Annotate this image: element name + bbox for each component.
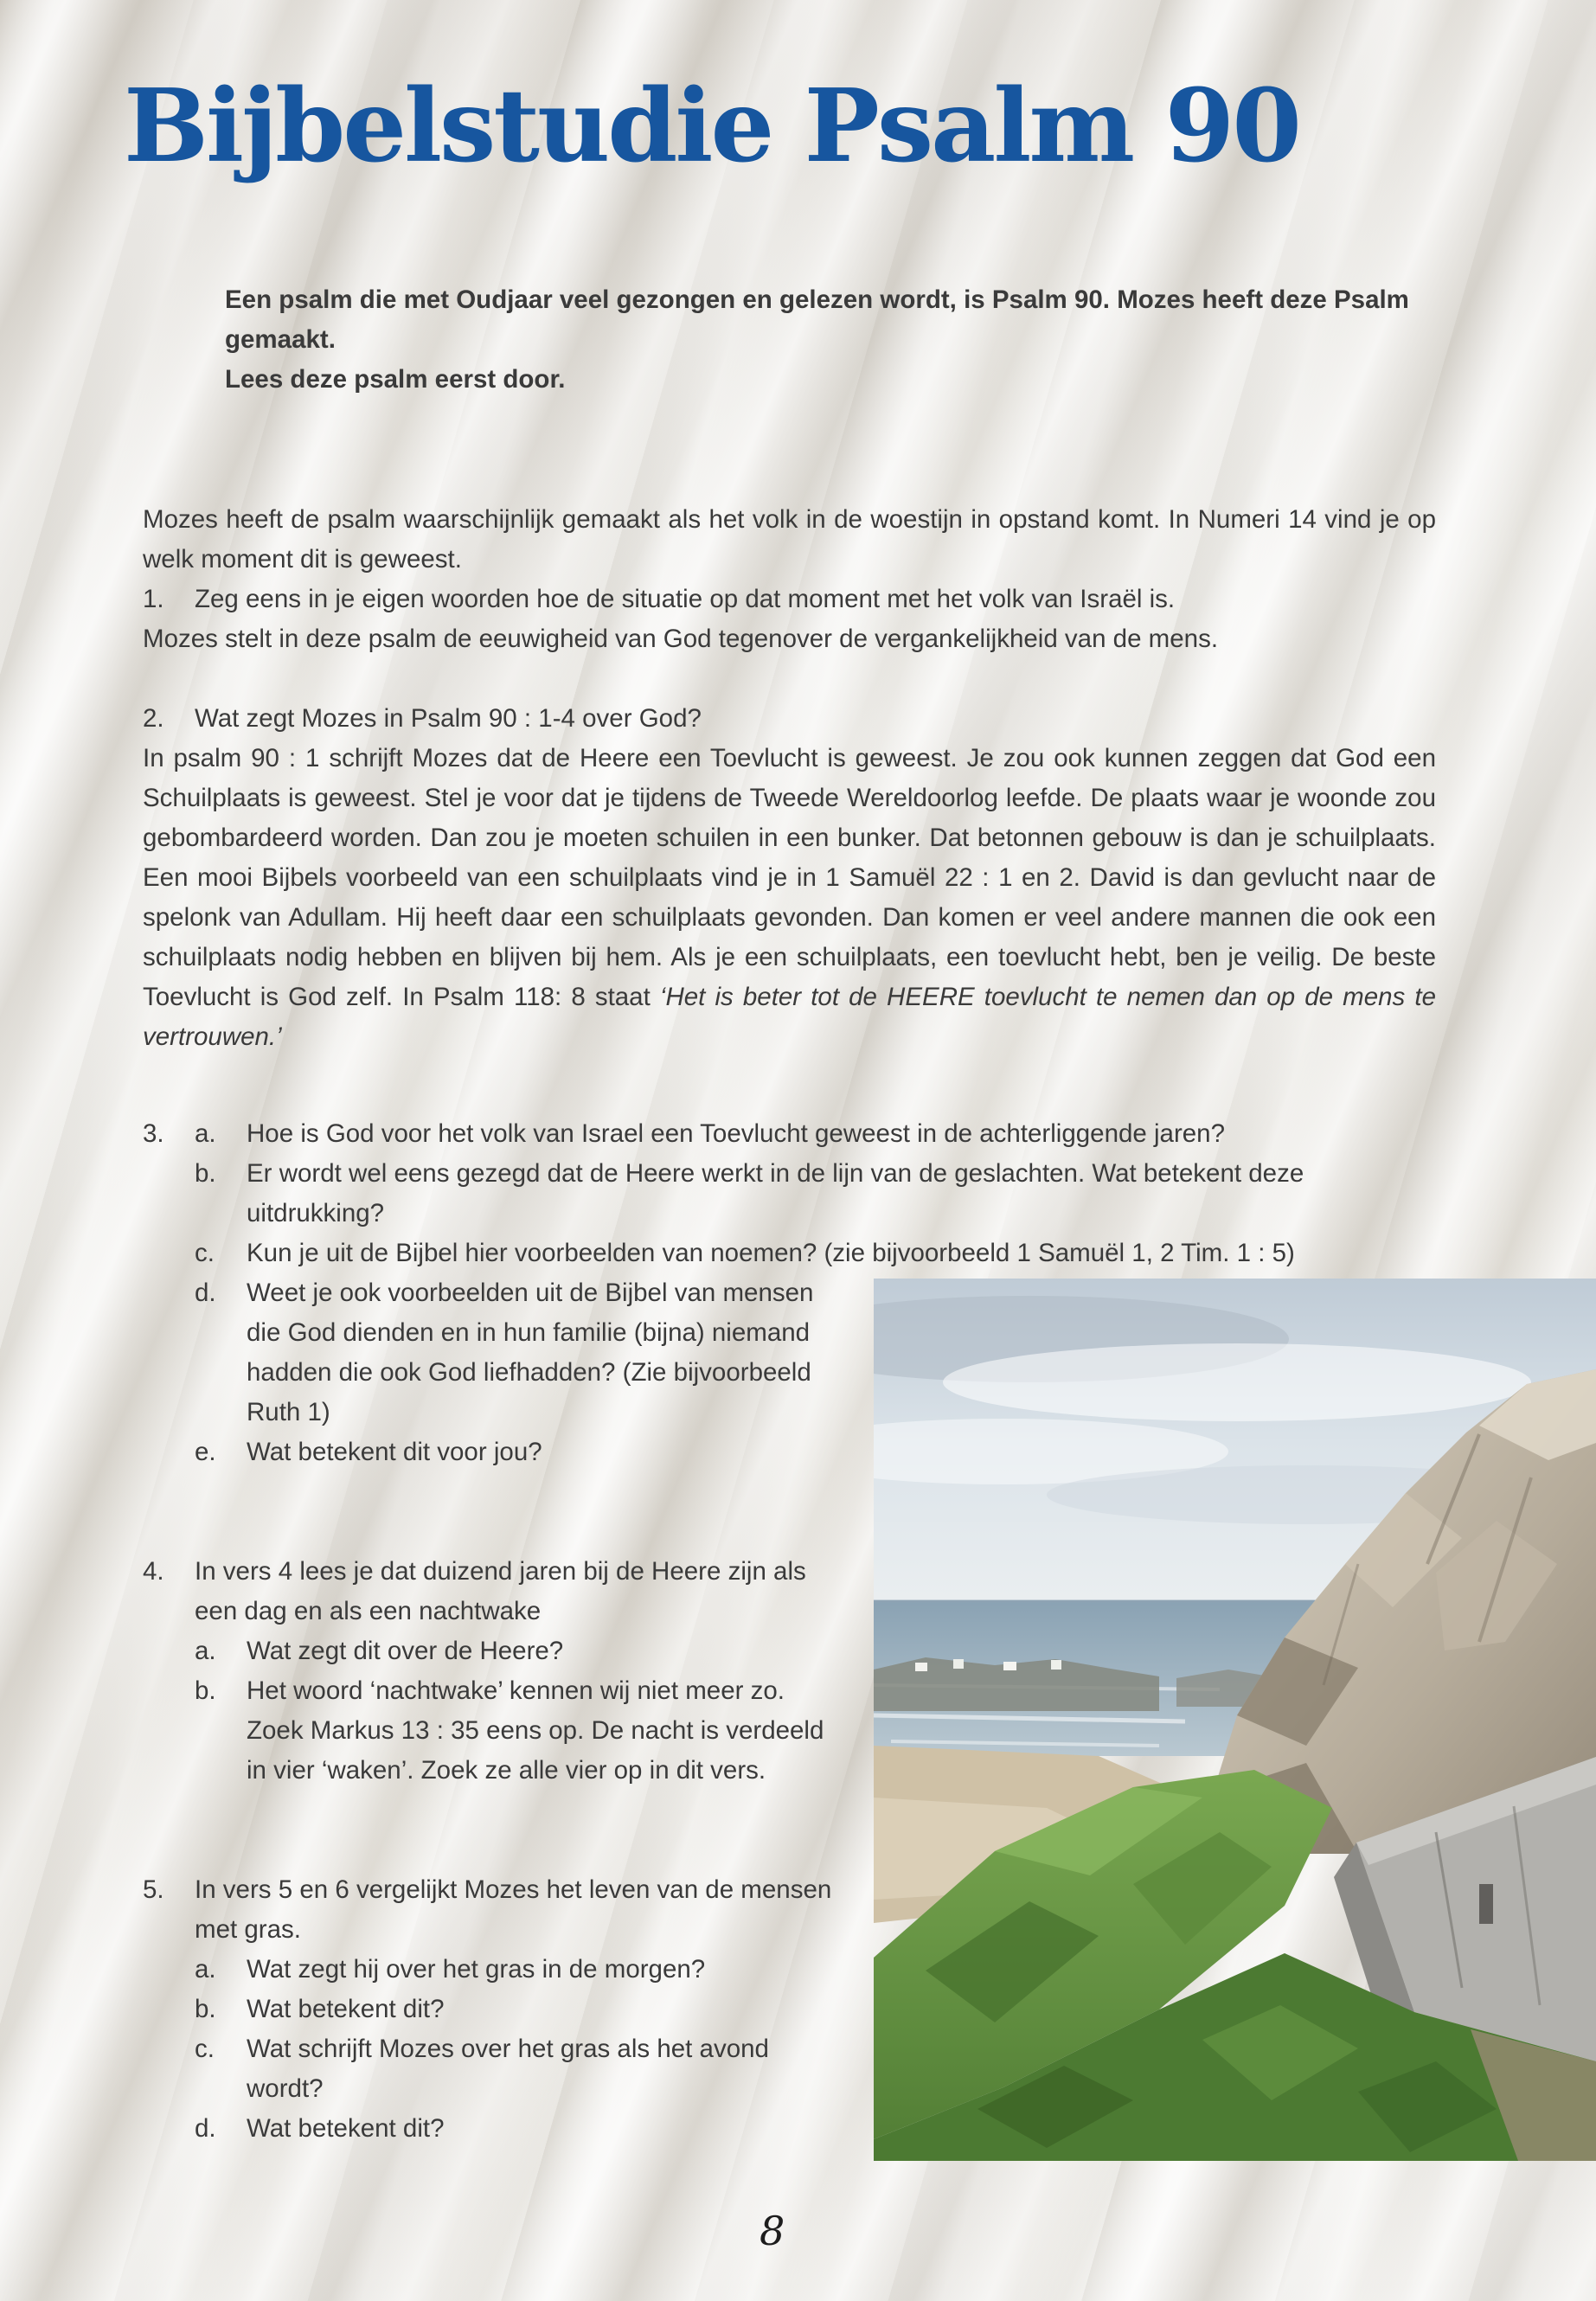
- intro-block: [225, 280, 1436, 400]
- page-number: 8: [760, 2208, 785, 2254]
- question-2-text: Wat zegt Mozes in Psalm 90 : 1-4 over God?: [195, 703, 702, 733]
- question-5-number: 5.: [143, 1875, 164, 1904]
- item-letter: b.: [195, 1676, 216, 1705]
- coastal-bunker-photo: [874, 1279, 1596, 2161]
- item-text: Wat zegt dit over de Heere?: [247, 1636, 564, 1665]
- question-3-item-b: [143, 1154, 1436, 1234]
- item-letter: b.: [195, 1994, 216, 2023]
- page-title: Bijbelstudie Psalm 90: [124, 67, 1299, 185]
- item-text: Wat schrijft Mozes over het gras als het avond wordt?: [247, 2034, 769, 2103]
- answer-2-text: In psalm 90 : 1 schrijft Mozes dat de Heere een Toevlucht is geweest. Je zou ook kunnen zeggen dat God een Schuilplaats is geweest. Stel je voor dat je tijdens de Tweede Wereldoorlog leefde. De plaats waar je woonde zou gebombardeerd worden. Dan zou je moeten schuilen in een bunker. Dat betonnen gebouw is dan je schuilplaats. Een mooi Bijbels voorbeeld van een schuilplaats vind je in 1 Samuël 22 : 1 en 2. David is dan gevlucht naar de spelonk van Adullam. Hij heeft daar een schuilplaats gevonden. Dan komen er veel andere mannen die ook een schuilplaats nodig hebben en blijven bij hem. Als je een schuilplaats, een toevlucht hebt, ben je veilig. De beste Toevlucht is God zelf. In Psalm 118: 8 staat: [143, 743, 1436, 1011]
- item-text: Wat betekent dit?: [247, 2113, 445, 2143]
- intro-note: Lees deze psalm eerst door.: [225, 364, 566, 394]
- item-text: Wat betekent dit voor jou?: [247, 1437, 542, 1466]
- question-3-number: 3.: [143, 1118, 164, 1148]
- item-letter: c.: [195, 2034, 215, 2063]
- item-text: Er wordt wel eens gezegd dat de Heere werkt in de lijn van de geslachten. Wat betekent deze uitdrukking?: [247, 1158, 1304, 1227]
- question-4-lead-text: In vers 4 lees je dat duizend jaren bij de Heere zijn als een dag en als een nachtwake: [195, 1556, 806, 1625]
- item-letter: c.: [195, 1238, 215, 1267]
- item-text: Wat zegt hij over het gras in de morgen?: [247, 1954, 706, 1984]
- question-4-number: 4.: [143, 1556, 164, 1586]
- answer-2-quote: ‘Het is beter tot de HEERE toevlucht te nemen dan op de mens te vertrouwen.’: [143, 982, 1436, 1051]
- paragraph-numeri: Mozes heeft de psalm waarschijnlijk gemaakt als het volk in de woestijn in opstand komt. In Numeri 14 vind je op welk moment dit is geweest.: [143, 504, 1436, 574]
- item-letter: a.: [195, 1954, 216, 1984]
- question-2-number: 2.: [143, 703, 164, 733]
- question-1-text: Zeg eens in je eigen woorden hoe de situatie op dat moment met het volk van Israël is.: [195, 584, 1176, 613]
- coastal-bunker-photo-graphic: [874, 1279, 1596, 2161]
- item-text: Kun je uit de Bijbel hier voorbeelden van noemen? (zie bijvoorbeeld 1 Samuël 1, 2 Tim. 1 : 5): [247, 1238, 1295, 1267]
- item-letter: d.: [195, 2113, 216, 2143]
- intro-paragraph: Een psalm die met Oudjaar veel gezongen en gelezen wordt, is Psalm 90. Mozes heeft deze Psalm gemaakt.: [225, 285, 1409, 354]
- question-1: [143, 580, 1436, 619]
- question-1-number: 1.: [143, 584, 164, 613]
- body-text: [143, 500, 1596, 2149]
- answer-2: [143, 739, 1436, 1057]
- question-3: [143, 1114, 1596, 1472]
- item-letter: e.: [195, 1437, 216, 1466]
- paragraph-eeuwigheid: Mozes stelt in deze psalm de eeuwigheid van God tegenover de vergankelijkheid van de mens.: [143, 624, 1219, 653]
- item-text: Weet je ook voorbeelden uit de Bijbel van mensen die God dienden en in hun familie (bijna) niemand hadden die ook God liefhadden? (Zie bijvoorbeeld Ruth 1): [247, 1278, 814, 1426]
- item-letter: d.: [195, 1278, 216, 1307]
- item-letter: a.: [195, 1636, 216, 1665]
- item-text: Hoe is God voor het volk van Israel een Toevlucht geweest in de achterliggende jaren?: [247, 1118, 1225, 1148]
- item-letter: a.: [195, 1118, 216, 1148]
- item-text: Wat betekent dit?: [247, 1994, 445, 2023]
- question-3-item-a: [143, 1114, 1436, 1154]
- question-3-item-c: [143, 1234, 1436, 1273]
- question-2: [143, 699, 1436, 739]
- page-content: [124, 0, 1596, 2161]
- item-letter: b.: [195, 1158, 216, 1188]
- question-5-lead-text: In vers 5 en 6 vergelijkt Mozes het leven van de mensen met gras.: [195, 1875, 832, 1944]
- item-text: Het woord ‘nachtwake’ kennen wij niet meer zo. Zoek Markus 13 : 35 eens op. De nacht is verdeeld in vier ‘waken’. Zoek ze alle vier op in dit vers.: [247, 1676, 824, 1785]
